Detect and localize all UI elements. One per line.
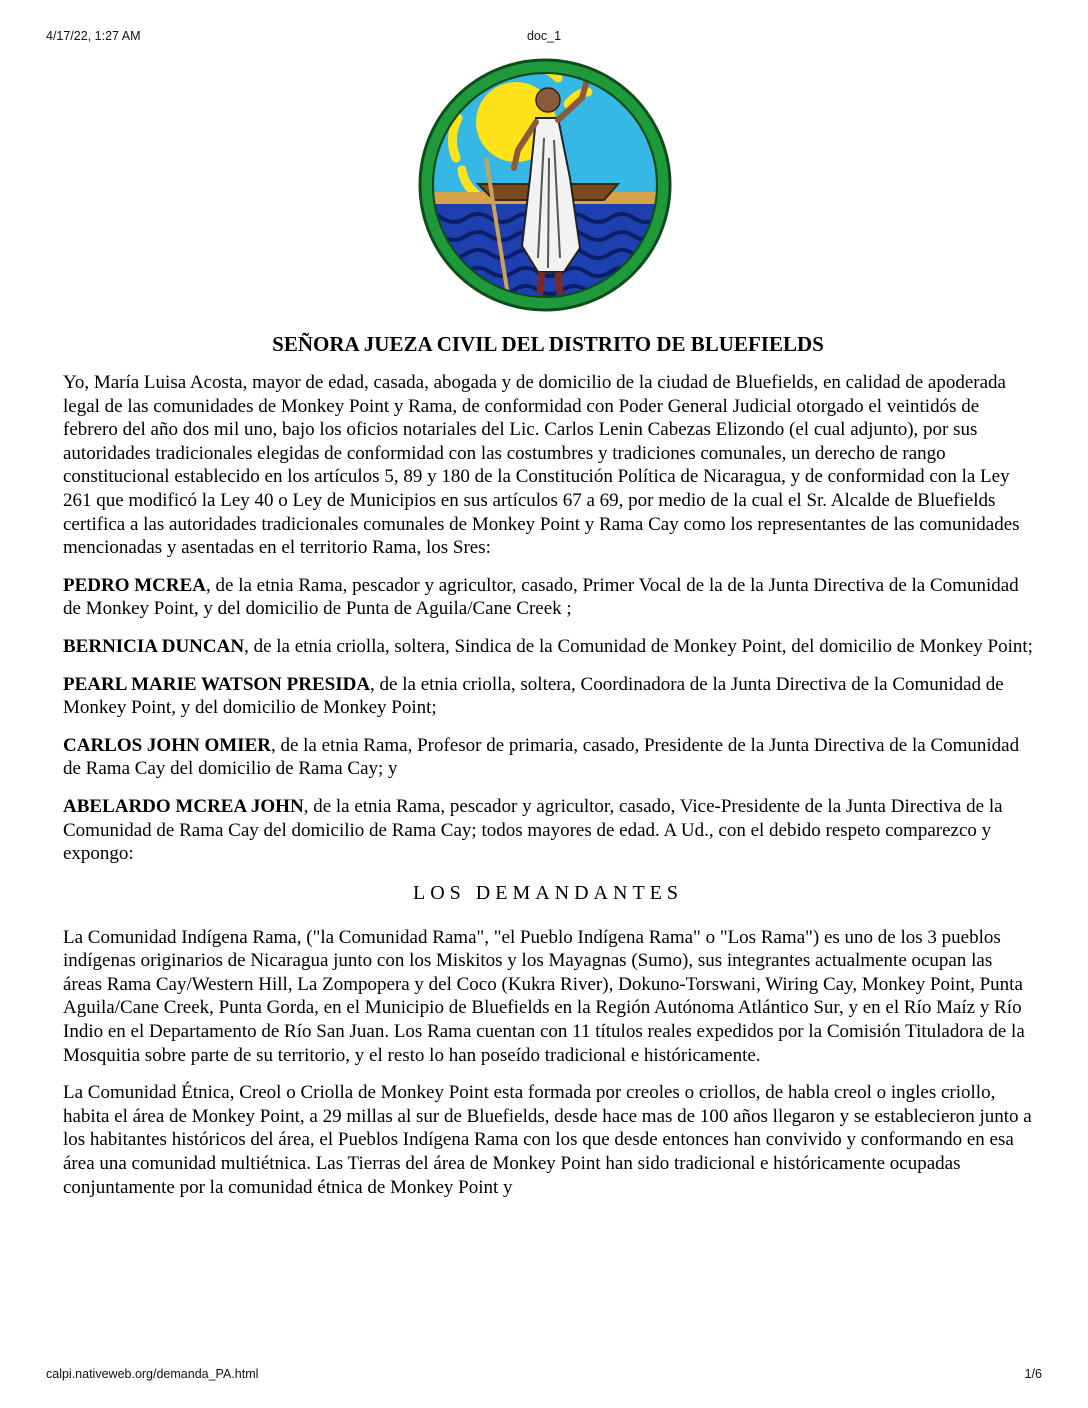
person-entry xyxy=(63,574,1033,621)
person-name: BERNICIA DUNCAN xyxy=(63,635,245,657)
document-body xyxy=(63,330,1033,1213)
person-details: , de la etnia Rama, pescador y agricultor, casado, Primer Vocal de la de la Junta Directiva de la Comunidad de Monkey Point, y del domicilio de Punta de Aguila/Cane Creek ; xyxy=(63,574,1019,620)
print-header xyxy=(46,29,1042,45)
person-details: , de la etnia criolla, soltera, Sindica de la Comunidad de Monkey Point, del domicilio de Monkey Point; xyxy=(244,635,1033,657)
person-entry xyxy=(63,635,1033,659)
print-datetime: 4/17/22, 1:27 AM xyxy=(46,29,141,43)
body-paragraph: La Comunidad Indígena Rama, ("la Comunidad Rama", "el Pueblo Indígena Rama" o "Los Rama") es uno de los 3 pueblos indígenas originarios de Nicaragua junto con los Miskitos y los Mayagnas (Sumo), sus integrantes actualmente ocupan las áreas Rama Cay/Western Hill, La Zompopera y del Coco (Kukra River), Dokuno-Torswani, Wiring Cay, Monkey Point, Punta Aguila/Cane Creek, Punta Gorda, en el Municipio de Bluefields en la Región Autónoma Atlántico Sur, y en el Río Maíz y Río Indio en el Departamento de Río San Juan. Los Rama cuentan con 11 títulos reales expedidos por la Comisión Tituladora de la Mosquitia sobre parte de su territorio, y el resto lo han poseído tradicional e históricamente. xyxy=(63,926,1025,1066)
body-paragraph: La Comunidad Étnica, Creol o Criolla de Monkey Point esta formada por creoles o criollos, de habla creol o ingles criollo, habita el área de Monkey Point, a 29 millas al sur de Bluefields, desde hace mas de 100 años llegaron y se establecieron junto a los habitantes históricos del área, el Pueblos Indígena Rama con los que desde entonces han convivido y conformando en esa área una comunidad multiétnica. Las Tierras del área de Monkey Point han sido tradicional e históricamente ocupadas conjuntamente por la comunidad étnica de Monkey Point y xyxy=(63,1082,1032,1198)
person-name: CARLOS JOHN OMIER xyxy=(63,734,271,756)
person-entry xyxy=(63,795,1033,866)
document-title: SEÑORA JUEZA CIVIL DEL DISTRITO DE BLUEFIELDS xyxy=(272,332,824,356)
person-details: , de la etnia criolla, soltera, Coordinadora de la Junta Directiva de la Comunidad de Monkey Point, y del domicilio de Monkey Point; xyxy=(63,673,1004,719)
section-heading: LOS DEMANDANTES xyxy=(413,881,683,904)
person-details: , de la etnia Rama, pescador y agricultor, casado, Vice-Presidente de la Junta Directiva de la Comunidad de Rama Cay del domicilio de Rama Cay; todos mayores de edad. A Ud., con el debido respeto comparezco y expongo: xyxy=(63,795,1003,865)
print-footer xyxy=(46,1367,1042,1383)
intro-paragraph: Yo, María Luisa Acosta, mayor de edad, casada, abogada y de domicilio de la ciudad de Bluefields, en calidad de apoderada legal de las comunidades de Monkey Point y Rama, de conformidad con Poder General Judicial otorgado el veintidós de febrero del año dos mil uno, bajo los oficios notariales del Lic. Carlos Lenin Cabezas Elizondo (el cual adjunto), por sus autoridades tradicionales elegidas de conformidad con las costumbres y tradiciones comunales, un derecho de rango constitucional establecido en los artículos 5, 89 y 180 de la Constitución Política de Nicaragua, y de conformidad con la Ley 261 que modificó la Ley 40 o Ley de Municipios en sus artículos 67 a 69, por medio de la cual el Sr. Alcalde de Bluefields certifica a las autoridades tradicionales comunales de Monkey Point y Rama Cay como los representantes de las comunidades mencionadas y asentadas en el territorio Rama, los Sres: xyxy=(63,372,1020,559)
page-number: 1/6 xyxy=(1024,1367,1042,1381)
person-details: , de la etnia Rama, Profesor de primaria, casado, Presidente de la Junta Directiva de la Comunidad de Rama Cay del domicilio de Rama Cay; y xyxy=(63,734,1020,780)
rama-community-seal-icon xyxy=(418,58,672,312)
person-entry xyxy=(63,673,1033,720)
person-name: ABELARDO MCREA JOHN xyxy=(63,795,304,817)
person-entry xyxy=(63,734,1033,781)
person-name: PEDRO MCREA xyxy=(63,574,207,596)
person-name: PEARL MARIE WATSON PRESIDA xyxy=(63,673,371,695)
source-url: calpi.nativeweb.org/demanda_PA.html xyxy=(46,1367,259,1381)
print-doc-title: doc_1 xyxy=(526,29,562,43)
